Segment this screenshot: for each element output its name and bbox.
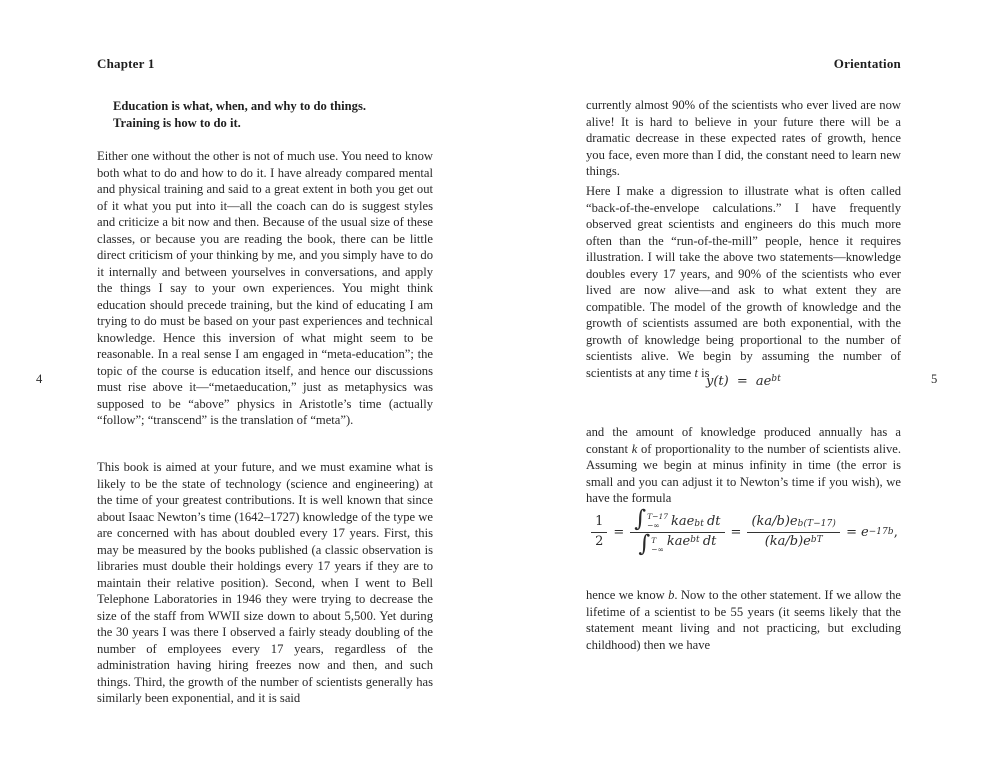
- formula-growth-base: ae: [755, 374, 772, 389]
- formula-growth: [586, 374, 901, 389]
- paragraph-digression-tail: is: [697, 365, 710, 380]
- result-exponent: −17b: [868, 527, 894, 537]
- equals-sign: =: [736, 374, 748, 389]
- equals-sign: =: [613, 524, 625, 540]
- page-number-right: 5: [931, 372, 938, 386]
- orientation-header: Orientation: [833, 56, 901, 71]
- equals-sign: =: [846, 524, 857, 540]
- integral-icon: ∫: [638, 530, 651, 557]
- integral-icon: ∫: [634, 506, 647, 533]
- integral-numerator: [630, 506, 724, 533]
- math-var-b: b: [668, 588, 675, 602]
- result-base: e: [860, 524, 869, 540]
- paragraph-hence-tail: . Now to the other statement. If we allow the lifetime of a scientist to be 55 years (it seems likely that the statement meant living and not practicing, but excluding childhood) then we have: [586, 588, 902, 652]
- chapter-header: Chapter 1: [97, 56, 155, 71]
- epigraph: [113, 98, 433, 132]
- exponential-denominator: (ka/b)e bT: [764, 533, 823, 549]
- formula-growth-lhs: y(t): [706, 374, 729, 389]
- paragraph-hence: [586, 587, 901, 653]
- integrand-exponent: bt: [690, 534, 700, 545]
- fraction-denominator: 2: [595, 533, 604, 549]
- paragraph-knowledge-tail: of proportionality to the number of scientists alive. Assuming we begin at minus infinity in time (the error is small and you can adjust it to Newton’s time if you wish), we have the formula: [586, 441, 901, 505]
- integrand-exponent: bt: [694, 519, 704, 530]
- math-var-k: k: [631, 441, 638, 456]
- paragraph-knowledge-text: and the amount of knowledge produced annually has a constant: [586, 425, 901, 456]
- fraction-one-half: [591, 515, 607, 550]
- exponential-numerator: (ka/b)e b(T−17): [747, 515, 840, 533]
- differential: dt: [702, 533, 717, 549]
- paragraph-digression: [586, 183, 901, 381]
- formula-growth-exponent: bt: [771, 374, 781, 384]
- fraction-integrals: [630, 506, 724, 557]
- integral-limits: T−17 −∞: [647, 511, 669, 531]
- integral-limits: T −∞: [651, 535, 664, 554]
- differential: dt: [706, 513, 721, 529]
- paragraph-book-aim: This book is aimed at your future, and we must examine what is likely to be the state of technology (science and engineering) at the time of your greatest contributions. It is well known that since about Isaac Newton’s time (1642–1727) knowledge of the type we are concerned with has about doubled every 17 years. First, this may be measured by the books published (a classic observation is libraries must double their holdings every 17 years if they are to maintain their relative position). Second, when I went to Bell Telephone Laboratories in 1946 they were trying to decrease the size of the staff from WWII size down to about 5,500. Yet during the 30 years I was there I observed a fairly steady doubling of the number of employees every 17 years, regardless of the administration having hiring freezes now and then, and such things. Third, the growth of the number of scientists generally has similarly been exponential, and it is said: [97, 460, 433, 705]
- epigraph-line-1: Education is what, when, and why to do things.: [113, 99, 366, 113]
- integral-denominator: [634, 530, 720, 557]
- paragraph-digression-text: Here I make a digression to illustrate what is often called “back-of-the-envelope calculations.” I have frequently observed great scientists and engineers do this much more often than the “run-of-the-mill” people, hence it requires illustration. I will take the above two statements—knowledge doubles every 17 years, and 90% of the scientists who ever lived are now alive—and ask to what extent they are compatible. The model of the growth of knowledge and the growth of scientists assumed are both exponential, with the growth of knowledge being proportional to the number of scientists alive. We begin by assuming the number of scientists at any time: [586, 184, 901, 380]
- formula-half-life: [586, 500, 901, 564]
- fraction-exponentials: [747, 515, 840, 550]
- equals-sign: =: [730, 524, 742, 540]
- paragraph-knowledge-constant: [586, 424, 901, 507]
- integrand: kae: [666, 533, 691, 549]
- epigraph-line-2: Training is how to do it.: [113, 116, 241, 130]
- fraction-numerator: 1: [591, 515, 607, 533]
- paragraph-education: Either one without the other is not of much use. You need to know both what to do and how to do it. I have already compared mental and physical training and said to a great extent in both you get out of it what you put into it—all the coach can do is suggest styles and criticize a bit now and then. Because of the usual size of these classes, or because you are reading the book, there can be little direct criticism of your thinking by me, and you simply have to do it internally and between yourselves in conversations, and apply the things I say to your own experiences. You might think education should precede training, but the kind of educating I am trying to do must be based on your past experiences and technical knowledge. Hence this inversion of what might seem to be reasonable. In a real sense I am engaged in “meta-education”; the topic of the course is education itself, and hence our discussions must rise above it—“metaeducation,” just as metaphysics was supposed to be “above” physics in Aristotle’s time (actually “follow”; “transcend” is the translation of “meta”).: [97, 149, 433, 427]
- integrand: kae: [671, 513, 695, 529]
- paragraph-scientists-alive: currently almost 90% of the scientists who ever lived are now alive! It is hard to believe in your future there will be a dramatic decrease in these expected rates of growth, hence you face, even more than I did, the constant need to learn new things.: [586, 98, 901, 178]
- comma: ,: [893, 524, 898, 540]
- math-var-t: t: [694, 365, 698, 380]
- paragraph-hence-text: hence we know: [586, 588, 669, 602]
- page-number-left: 4: [36, 372, 43, 386]
